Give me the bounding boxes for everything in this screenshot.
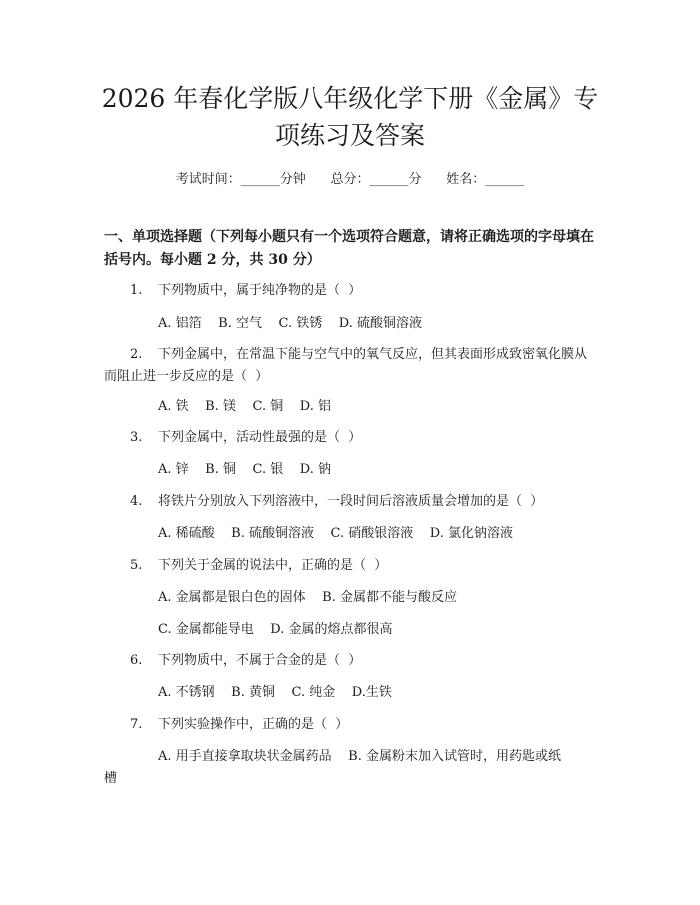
question-5	[130, 555, 387, 577]
question-4	[130, 491, 543, 513]
question-text: 下列关于金属的说法中，正确的是（ ）	[158, 558, 388, 573]
question-number: 7.	[130, 717, 143, 732]
question-text: 下列金属中，活动性最强的是（ ）	[158, 430, 362, 445]
section-heading	[104, 226, 604, 272]
question-2	[130, 344, 587, 366]
question-5-options-row-1: A. 金属都是银白色的固体 B. 金属都不能与酸反应	[158, 590, 458, 605]
question-7	[130, 714, 348, 736]
question-5-options-row-2: C. 金属都能导电 D. 金属的熔点都很高	[158, 622, 393, 637]
question-1-options: A. 铝箔 B. 空气 C. 铁锈 D. 硫酸铜溶液	[158, 316, 423, 331]
question-6	[130, 650, 361, 672]
question-number: 3.	[130, 430, 143, 445]
question-3	[130, 427, 361, 449]
title-line-1: 2026 年春化学版八年级化学下册《金属》专	[101, 84, 599, 113]
question-text: 下列实验操作中，正确的是（ ）	[158, 717, 349, 732]
question-7-options-continuation: 槽	[104, 771, 118, 786]
title-line-2: 项练习及答案	[274, 121, 425, 150]
question-number: 1.	[130, 283, 143, 298]
question-7-options: A. 用手直接拿取块状金属药品 B. 金属粉末加入试管时，用药匙或纸	[158, 749, 562, 764]
question-number: 4.	[130, 494, 143, 509]
exam-meta-line: 考试时间：______分钟 总分：______分 姓名：______	[175, 172, 525, 187]
question-1	[130, 280, 361, 302]
question-3-options: A. 锌 B. 铜 C. 银 D. 钠	[158, 462, 332, 477]
question-6-options: A. 不锈钢 B. 黄铜 C. 纯金 D.生铁	[158, 685, 392, 700]
question-text: 下列物质中，不属于合金的是（ ）	[158, 653, 362, 668]
question-number: 2.	[130, 347, 143, 362]
question-text: 下列物质中，属于纯净物的是（ ）	[158, 283, 362, 298]
section-heading-line-1: 一、单项选择题（下列每小题只有一个选项符合题意，请将正确选项的字母填在	[104, 229, 594, 245]
section-heading-line-2: 括号内。每小题 2 分，共 30 分）	[104, 252, 321, 268]
question-text: 下列金属中，在常温下能与空气中的氧气反应，但其表面形成致密氧化膜从	[158, 347, 588, 362]
question-number: 5.	[130, 558, 143, 573]
question-2-continuation: 而阻止进一步反应的是（ ）	[104, 369, 269, 384]
question-2-options: A. 铁 B. 镁 C. 铜 D. 铝	[158, 399, 332, 414]
question-number: 6.	[130, 653, 143, 668]
document-title	[0, 80, 700, 154]
question-4-options: A. 稀硫酸 B. 硫酸铜溶液 C. 硝酸银溶液 D. 氯化钠溶液	[158, 526, 514, 541]
question-text: 将铁片分别放入下列溶液中，一段时间后溶液质量会增加的是（ ）	[158, 494, 544, 509]
